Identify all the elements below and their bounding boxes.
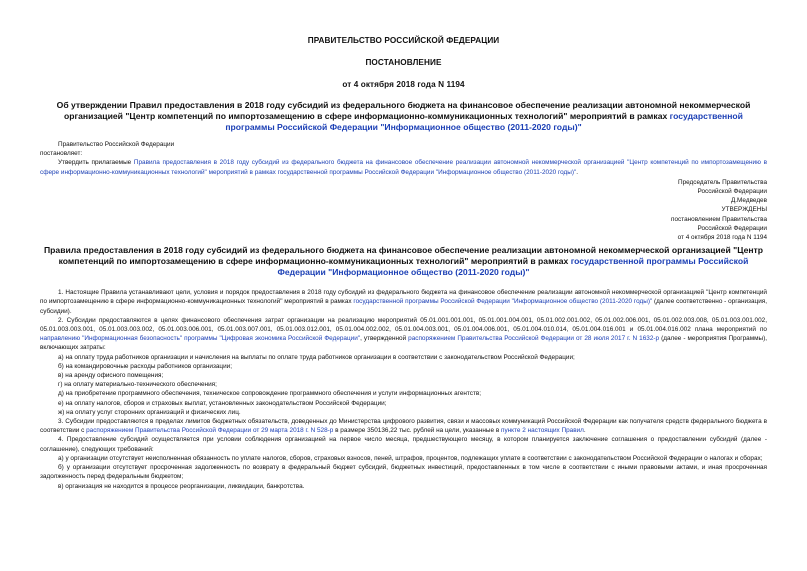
paragraph-4: 4. Предоставление субсидий осуществляется при условии соблюдения организацией на первое число месяца, предшествующего месяцу, в котором планируется заключение соглашения о предоставлении субсидий (далее - соглашение), следующих требований: <box>40 436 767 453</box>
paragraph-4a: а) у организации отсутствует неисполненная обязанность по уплате налогов, сборов, страховых взносов, пеней, штрафов, процентов, подлежащих уплате в соответствии с законодательством Российской Федерации о налогах и сборах; <box>58 454 763 462</box>
signature-name: Д.Медведев <box>730 197 767 205</box>
paragraph-3-text: 3. Субсидии предоставляются в пределах лимитов бюджетных обязательств, доведенных до Министерства цифрового развития, связи и массовых коммуникаций Российской Федерации как получателя средств федерального бюджета в соответствии с <box>40 418 767 435</box>
preamble-line-2: постановляет: <box>40 150 83 158</box>
paragraph-1-link[interactable]: государственной программы Российской Федерации "Информационное общество (2011-2020 годы)" <box>353 298 653 306</box>
paragraph-3 <box>40 417 767 435</box>
rules-title <box>40 245 767 278</box>
paragraph-2-link-2[interactable]: распоряжением Правительства Российской Федерации от 28 июля 2017 г. N 1632-р <box>408 335 660 343</box>
rules-title-link[interactable]: государственной программы Российской Федерации "Информационное общество (2011-2020 годы)" <box>277 256 749 278</box>
document-title-text: Об утверждении Правил предоставления в 2018 году субсидий из федерального бюджета на финансовое обеспечение реализации автономной некоммерческой организацией "Центр компетенций по импортозамещению в сфере информационно-коммуникационных технологий" мероприятий в рамках <box>56 100 751 121</box>
document-title <box>40 100 767 133</box>
paragraph-2-link-1[interactable]: направлению "Информационная безопасность" программы "Цифровая экономика Российской Федерации" <box>40 335 361 343</box>
item-b: б) на командировочные расходы работников организации; <box>58 362 232 370</box>
paragraph-3-link-1[interactable]: распоряжением Правительства Российской Федерации от 29 марта 2018 г. N 528-р <box>86 427 334 435</box>
document-title-link[interactable]: государственной программы Российской Федерации "Информационное общество (2011-2020 годы)" <box>225 111 743 132</box>
approved-line-2: постановлением Правительства <box>671 215 767 223</box>
paragraph-3-link-2[interactable]: пункте 2 настоящих Правил <box>501 427 584 435</box>
rules-body <box>40 288 767 490</box>
approved-line-3: Российской Федерации <box>697 224 767 232</box>
item-a: а) на оплату труда работников организации и начисления на выплаты по оплате труда работников организации в соответствии с законодательством Российской Федерации; <box>58 353 575 361</box>
preamble-line-1: Правительство Российской Федерации <box>58 141 175 148</box>
approve-statement <box>40 158 767 176</box>
item-c: в) на аренду офисного помещения; <box>58 372 164 380</box>
approve-suffix: . <box>576 168 579 176</box>
paragraph-2-suffix: (далее - мероприятия Программы), включающих затраты: <box>40 335 767 352</box>
item-d: г) на оплату материально-технического обеспечения; <box>58 381 217 389</box>
paragraph-3-suffix: . <box>583 427 586 435</box>
approve-prefix: Утвердить прилагаемые <box>58 159 134 167</box>
document-date-number: от 4 октября 2018 года N 1194 <box>342 80 465 89</box>
preamble <box>40 140 767 177</box>
approved-line-4: от 4 октября 2018 года N 1194 <box>677 234 767 242</box>
item-e: д) на приобретение программного обеспечения, техническое сопровождение программного обеспечения и услуги информационных агентств; <box>58 390 482 398</box>
rules-title-text: Правила предоставления в 2018 году субсидий из федерального бюджета на финансовое обеспечение реализации автономной некоммерческой организацией "Центр компетенций по импортозамещению в сфере информационно-коммуникационных технологий" мероприятий в рамках <box>43 245 763 267</box>
government-heading: ПРАВИТЕЛЬСТВО РОССИЙСКОЙ ФЕДЕРАЦИИ <box>307 36 500 45</box>
paragraph-1-text: 1. Настоящие Правила устанавливают цели, условия и порядок предоставления в 2018 году субсидий из федерального бюджета на финансовое обеспечение реализации автономной некоммерческой организацией "Центр компетенций по импортозамещению в сфере информационно-коммуникационных технологий" мероприятий в рамках <box>40 289 767 306</box>
approved-line-1: УТВЕРЖДЕНЫ <box>721 206 767 214</box>
paragraph-1-suffix: (далее соответственно - организация, субсидии). <box>40 298 768 315</box>
document-type: ПОСТАНОВЛЕНИЕ <box>365 58 442 67</box>
paragraph-2 <box>40 316 767 353</box>
approve-rules-link[interactable]: Правила предоставления в 2018 году субсидий из федерального бюджета на финансовое обеспечение реализации автономной некоммерческой организацией "Центр компетенций по импортозамещению в сфере информационно-коммуникационных технологий" мероприятий в рамках государственной программы Российской Федерации "Информационное общество (2011-2020 годы)" <box>40 159 767 176</box>
signature-role-2: Российской Федерации <box>697 188 767 196</box>
paragraph-3-mid: в размере 350136,22 тыс. рублей на цели, указанные в <box>333 427 501 435</box>
paragraph-4b: б) у организации отсутствует просроченная задолженность по возврату в федеральный бюджет субсидий, бюджетных инвестиций, предоставленных в том числе в соответствии с иными правовыми актами, и иная просроченная задолженность перед федеральным бюджетом; <box>40 464 767 481</box>
paragraph-2-text: 2. Субсидии предоставляются в целях финансового обеспечения затрат организации на реализацию мероприятий 05.01.001.001.001, 05.01.001.004.001, 05.01.002.001.002, 05.01.002.006.001, 05.01.002.003.008, 05.01.003.001.002, 05.01.003.003.001, 05.01.003.003.002, 05.01.003.006.001, 05.01.003.007.001, 05.01.003.012.001, 05.01.004.002.002, 05.01.004.003.001, 05.01.004.006.001, 05.01.004.010.014, 05.01.004.016.001 и 05.01.004.016.002 плана мероприятий по <box>40 316 767 334</box>
paragraph-4c: в) организация не находится в процессе реорганизации, ликвидации, банкротства. <box>58 482 305 490</box>
paragraph-2-mid: , утвержденной <box>360 335 409 343</box>
paragraph-1 <box>40 288 767 316</box>
item-g: ж) на оплату услуг сторонних организаций и физических лиц. <box>58 408 241 416</box>
signature-block <box>40 178 767 242</box>
item-f: е) на оплату налогов, сборов и страховых выплат, установленных законодательством Российской Федерации; <box>58 399 387 407</box>
signature-role-1: Председатель Правительства <box>678 178 767 186</box>
